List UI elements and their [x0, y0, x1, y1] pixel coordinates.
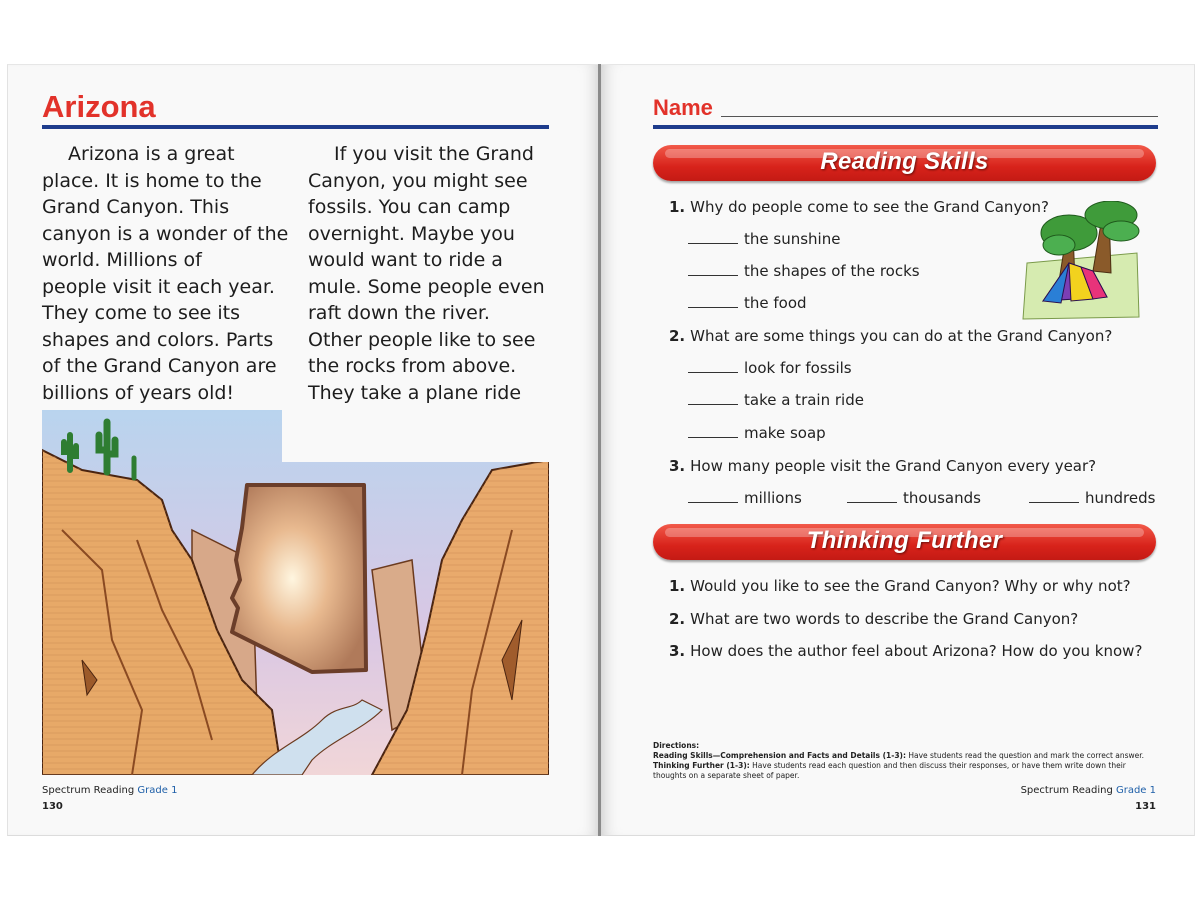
page-title: Arizona: [42, 89, 156, 124]
answer-blank[interactable]: [1029, 491, 1079, 503]
story-line: If you visit the Grand: [334, 143, 534, 165]
story-line: world. Millions of: [42, 249, 202, 271]
answer-blank[interactable]: [688, 232, 738, 244]
answer-option[interactable]: take a train ride: [688, 391, 864, 409]
answer-blank[interactable]: [688, 393, 738, 405]
answer-blank[interactable]: [688, 264, 738, 276]
thinking-further-banner: [653, 524, 1156, 560]
answer-option[interactable]: the shapes of the rocks: [688, 262, 920, 280]
question: 2. What are some things you can do at the Grand Canyon?: [669, 327, 1113, 345]
title-rule: [42, 125, 549, 129]
answer-blank[interactable]: [688, 491, 738, 503]
answer-option[interactable]: the food: [688, 294, 807, 312]
footer-series: Spectrum Reading Grade 1: [1020, 785, 1156, 796]
banner-title: Reading Skills: [820, 148, 989, 175]
page-number: 131: [1135, 801, 1156, 812]
story-line: Other people like to see: [308, 328, 536, 351]
story-line: Canyon, you might see: [308, 169, 528, 192]
answer-option[interactable]: thousands: [847, 489, 981, 507]
story-line: overnight. Maybe you: [308, 222, 515, 245]
story-line: Grand Canyon. This: [42, 196, 230, 218]
story-line: the rocks from above.: [308, 355, 517, 377]
answer-blank[interactable]: [847, 491, 897, 503]
question: 2. What are two words to describe the Grand Canyon?: [669, 610, 1079, 628]
story-line: raft down the river.: [308, 302, 490, 324]
answer-option[interactable]: hundreds: [1029, 489, 1155, 507]
answer-option[interactable]: the sunshine: [688, 230, 840, 248]
answer-option[interactable]: look for fossils: [688, 359, 852, 377]
story-line: would want to ride a: [308, 249, 503, 271]
story-line: canyon is a wonder of the: [42, 222, 289, 245]
question: 1. Why do people come to see the Grand Canyon?: [669, 198, 1049, 216]
question: 3. How does the author feel about Arizona? How do you know?: [669, 642, 1143, 660]
story-line: fossils. You can camp: [308, 196, 511, 218]
story-line: mule. Some people even: [308, 275, 545, 298]
name-label: Name: [653, 95, 713, 120]
answer-blank[interactable]: [688, 296, 738, 308]
left-page: [7, 64, 599, 836]
story-line: billions of years old!: [42, 381, 235, 404]
story-line: shapes and colors. Parts: [42, 328, 274, 351]
answer-blank[interactable]: [688, 426, 738, 438]
story-line: people visit it each year.: [42, 275, 275, 298]
answer-option[interactable]: make soap: [688, 424, 826, 442]
story-line: Arizona is a great: [68, 143, 235, 165]
reading-skills-banner: [653, 145, 1156, 181]
question: 3. How many people visit the Grand Canyon every year?: [669, 457, 1097, 475]
page-number: 130: [42, 801, 63, 812]
right-page: [601, 64, 1195, 836]
campsite-illustration: [1021, 201, 1143, 321]
story-line: of the Grand Canyon are: [42, 355, 277, 377]
teacher-directions: Directions: Reading Skills—Comprehension and Facts and Details (1-3): Have students read the question and mark the correct answer. Thinking Further (1-3): Have students read each question and then discuss their responses, or have them write down their thoughts on a separate sheet of paper.: [653, 741, 1145, 780]
grand-canyon-illustration: [42, 410, 549, 775]
footer-series: Spectrum Reading Grade 1: [42, 785, 178, 796]
story-line: They take a plane ride: [308, 381, 522, 404]
banner-title: Thinking Further: [806, 527, 1003, 554]
story-column-1: [42, 141, 292, 406]
question: 1. Would you like to see the Grand Canyon? Why or why not?: [669, 577, 1131, 595]
story-line: place. It is home to the: [42, 169, 262, 192]
name-line[interactable]: [721, 116, 1158, 117]
answer-option[interactable]: millions: [688, 489, 802, 507]
header-rule: [653, 125, 1158, 129]
answer-blank[interactable]: [688, 361, 738, 373]
story-line: They come to see its: [42, 302, 240, 324]
